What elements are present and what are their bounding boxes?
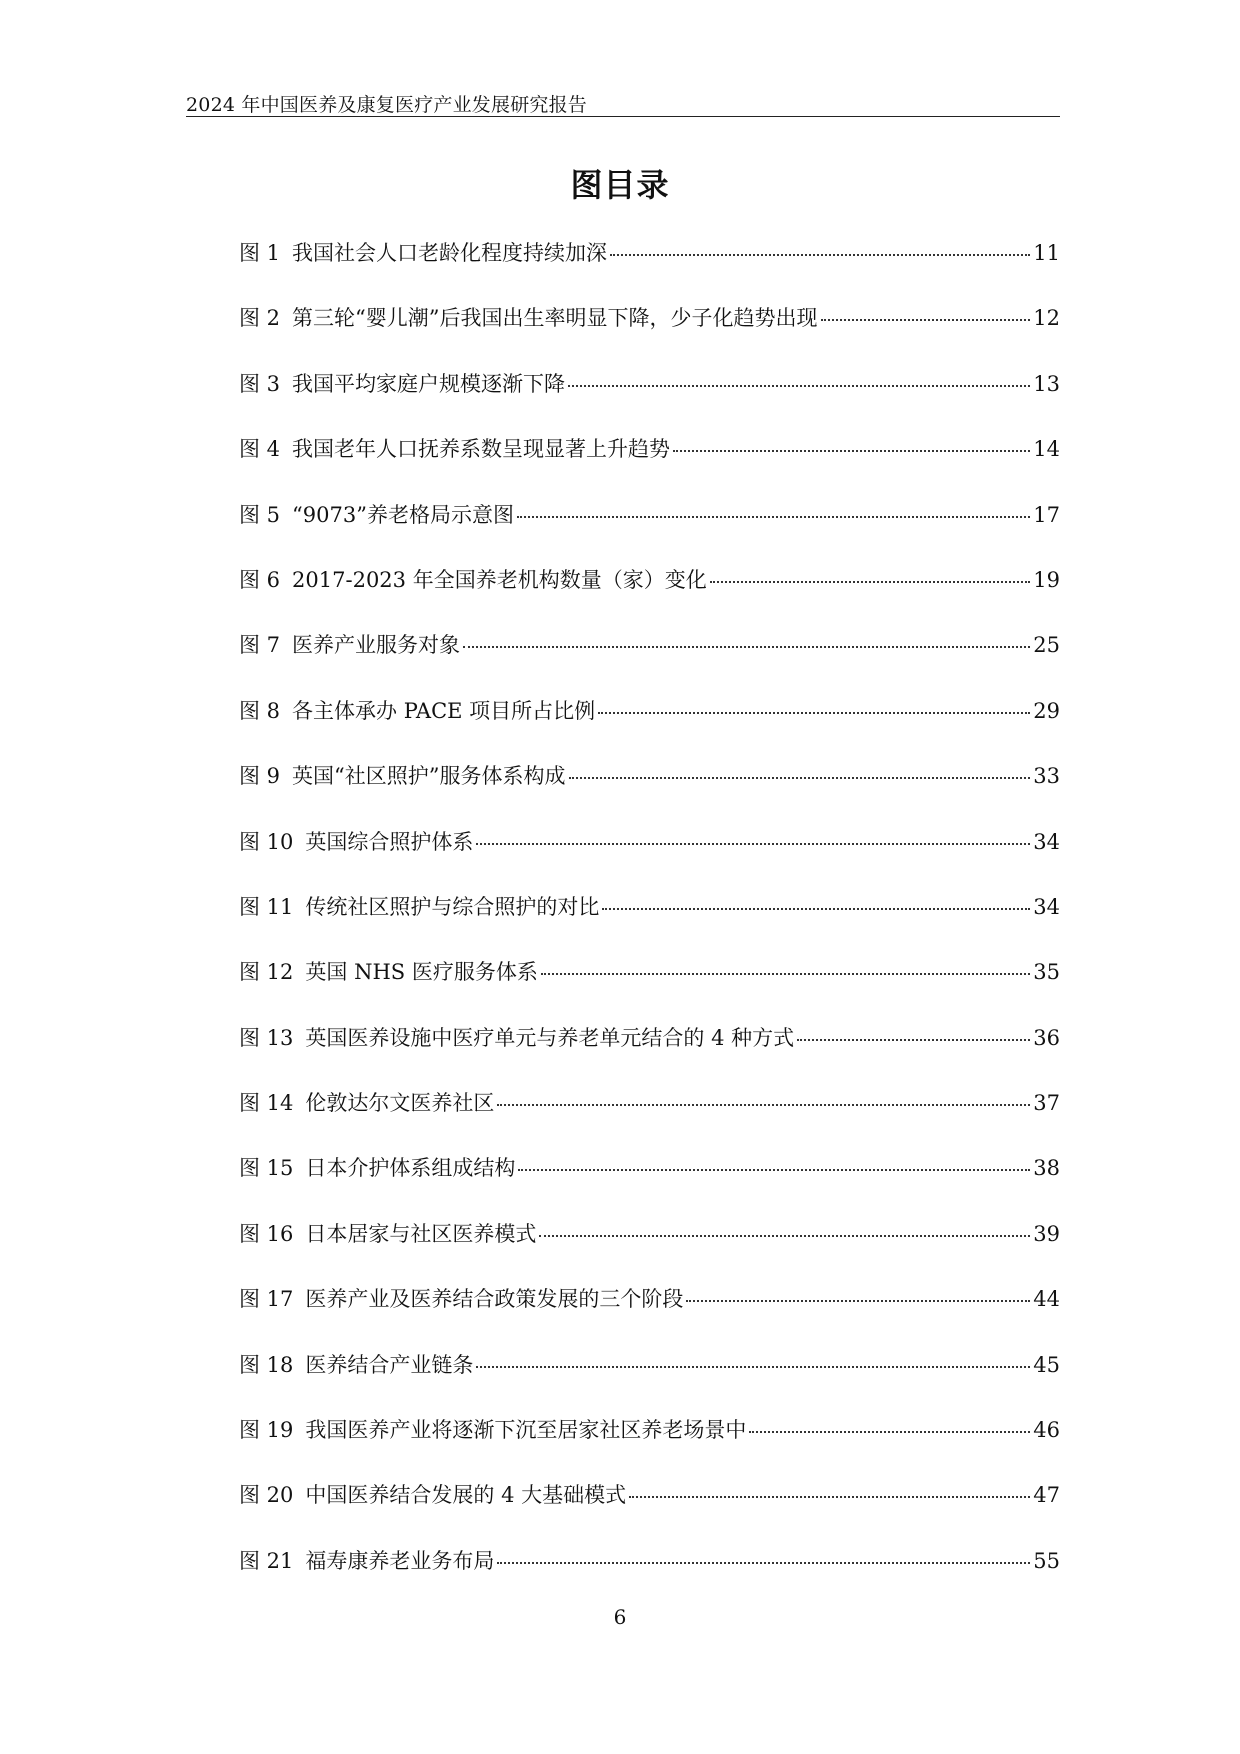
toc-entry[interactable] xyxy=(239,368,1060,433)
toc-entry-label: 图 7 xyxy=(239,633,281,658)
toc-entry-label: 图 13 xyxy=(239,1025,294,1050)
toc-entry[interactable] xyxy=(239,1414,1060,1479)
toc-title: 图目录 xyxy=(570,166,670,204)
figure-toc-list xyxy=(239,237,1060,1610)
toc-dot-leader xyxy=(821,319,1031,321)
toc-entry[interactable] xyxy=(239,1218,1060,1283)
running-header: 2024 年中国医养及康复医疗产业发展研究报告 xyxy=(186,94,587,116)
toc-entry-label: 图 3 xyxy=(239,371,281,396)
toc-dot-leader xyxy=(686,1300,1030,1302)
toc-entry-label: 图 12 xyxy=(239,960,294,985)
toc-entry-label: 图 18 xyxy=(239,1352,294,1377)
toc-entry-title: 传统社区照护与综合照护的对比 xyxy=(305,894,600,919)
toc-dot-leader xyxy=(463,646,1030,648)
toc-entry-title: 中国医养结合发展的 4 大基础模式 xyxy=(305,1483,627,1508)
toc-entry-title: 英国“社区照护”服务体系构成 xyxy=(292,764,566,789)
toc-dot-leader xyxy=(749,1431,1030,1433)
toc-entry[interactable] xyxy=(239,1087,1060,1152)
toc-entry-title: 2017-2023 年全国养老机构数量（家）变化 xyxy=(292,567,707,592)
toc-entry-title: 医养产业服务对象 xyxy=(292,633,461,658)
toc-entry-page: 36 xyxy=(1033,1025,1060,1050)
toc-entry[interactable] xyxy=(239,891,1060,956)
toc-entry-page: 33 xyxy=(1033,764,1060,789)
toc-entry-title: “9073”养老格局示意图 xyxy=(292,502,514,527)
toc-dot-leader xyxy=(797,1039,1030,1041)
toc-entry-title: 我国老年人口抚养系数呈现显著上升趋势 xyxy=(292,437,671,462)
toc-dot-leader xyxy=(598,712,1030,714)
toc-entry-page: 37 xyxy=(1033,1091,1060,1116)
toc-dot-leader xyxy=(497,1562,1030,1564)
toc-dot-leader xyxy=(610,254,1030,256)
toc-entry-title: 日本介护体系组成结构 xyxy=(305,1156,516,1181)
toc-entry-page: 47 xyxy=(1033,1483,1060,1508)
toc-entry[interactable] xyxy=(239,302,1060,367)
toc-entry[interactable] xyxy=(239,1349,1060,1414)
toc-entry[interactable] xyxy=(239,826,1060,891)
toc-entry-title: 我国医养产业将逐渐下沉至居家社区养老场景中 xyxy=(305,1418,747,1443)
toc-entry-page: 55 xyxy=(1033,1548,1060,1573)
toc-entry-label: 图 20 xyxy=(239,1483,294,1508)
toc-dot-leader xyxy=(602,908,1030,910)
toc-dot-leader xyxy=(541,973,1030,975)
toc-entry-page: 11 xyxy=(1033,241,1060,265)
toc-entry-page: 46 xyxy=(1033,1418,1060,1443)
toc-entry[interactable] xyxy=(239,1545,1060,1610)
header-rule xyxy=(186,116,1060,117)
toc-entry-title: 医养产业及医养结合政策发展的三个阶段 xyxy=(305,1287,684,1312)
toc-entry[interactable] xyxy=(239,564,1060,629)
toc-entry-label: 图 21 xyxy=(239,1548,294,1573)
toc-dot-leader xyxy=(710,581,1031,583)
toc-entry-title: 日本居家与社区医养模式 xyxy=(305,1221,537,1246)
page-number: 6 xyxy=(613,1605,627,1629)
toc-entry-label: 图 19 xyxy=(239,1418,294,1443)
toc-entry-page: 34 xyxy=(1033,894,1060,919)
toc-entry-page: 12 xyxy=(1033,306,1060,331)
toc-entry[interactable] xyxy=(239,956,1060,1021)
toc-entry-title: 我国平均家庭户规模逐渐下降 xyxy=(292,371,566,396)
toc-entry-title: 各主体承办 PACE 项目所占比例 xyxy=(292,698,596,723)
toc-entry-page: 14 xyxy=(1033,437,1060,462)
toc-entry-title: 医养结合产业链条 xyxy=(305,1352,474,1377)
toc-entry[interactable] xyxy=(239,1283,1060,1348)
toc-entry[interactable] xyxy=(239,433,1060,498)
toc-entry-label: 图 15 xyxy=(239,1156,294,1181)
toc-entry-page: 13 xyxy=(1033,371,1060,396)
toc-entry-label: 图 16 xyxy=(239,1221,294,1246)
toc-entry-label: 图 14 xyxy=(239,1091,294,1116)
toc-entry[interactable] xyxy=(239,760,1060,825)
toc-dot-leader xyxy=(569,777,1031,779)
toc-entry[interactable] xyxy=(239,237,1060,302)
toc-entry-page: 25 xyxy=(1033,633,1060,658)
toc-entry-page: 19 xyxy=(1033,567,1060,592)
toc-entry-page: 35 xyxy=(1033,960,1060,985)
toc-entry-label: 图 10 xyxy=(239,829,294,854)
toc-dot-leader xyxy=(476,1366,1030,1368)
toc-entry-label: 图 4 xyxy=(239,437,281,462)
toc-entry-title: 第三轮“婴儿潮”后我国出生率明显下降，少子化趋势出现 xyxy=(292,306,818,331)
toc-dot-leader xyxy=(497,1104,1030,1106)
toc-entry-label: 图 2 xyxy=(239,306,281,331)
toc-entry-label: 图 17 xyxy=(239,1287,294,1312)
toc-entry-page: 39 xyxy=(1033,1221,1060,1246)
toc-entry-label: 图 11 xyxy=(239,894,294,919)
toc-entry[interactable] xyxy=(239,1152,1060,1217)
toc-entry-label: 图 6 xyxy=(239,567,281,592)
toc-entry-label: 图 8 xyxy=(239,698,281,723)
toc-entry-title: 英国医养设施中医疗单元与养老单元结合的 4 种方式 xyxy=(305,1025,795,1050)
toc-dot-leader xyxy=(568,385,1030,387)
toc-entry[interactable] xyxy=(239,1479,1060,1544)
toc-entry-page: 44 xyxy=(1033,1287,1060,1312)
toc-entry[interactable] xyxy=(239,629,1060,694)
toc-entry-title: 英国 NHS 医疗服务体系 xyxy=(305,960,538,985)
toc-entry-label: 图 1 xyxy=(239,241,281,265)
toc-entry-label: 图 5 xyxy=(239,502,281,527)
toc-entry[interactable] xyxy=(239,499,1060,564)
toc-entry-title: 伦敦达尔文医养社区 xyxy=(305,1091,495,1116)
toc-entry-title: 我国社会人口老龄化程度持续加深 xyxy=(292,241,608,265)
toc-entry[interactable] xyxy=(239,1022,1060,1087)
toc-dot-leader xyxy=(476,843,1030,845)
toc-entry-page: 29 xyxy=(1033,698,1060,723)
toc-entry-page: 17 xyxy=(1033,502,1060,527)
toc-entry-page: 45 xyxy=(1033,1352,1060,1377)
toc-entry-title: 福寿康养老业务布局 xyxy=(305,1548,495,1573)
toc-entry-page: 34 xyxy=(1033,829,1060,854)
toc-dot-leader xyxy=(673,450,1030,452)
toc-entry-label: 图 9 xyxy=(239,764,281,789)
toc-entry-page: 38 xyxy=(1033,1156,1060,1181)
toc-entry[interactable] xyxy=(239,695,1060,760)
toc-dot-leader xyxy=(518,1169,1030,1171)
toc-entry-title: 英国综合照护体系 xyxy=(305,829,474,854)
toc-dot-leader xyxy=(539,1235,1030,1237)
toc-dot-leader xyxy=(629,1496,1030,1498)
toc-dot-leader xyxy=(517,516,1030,518)
